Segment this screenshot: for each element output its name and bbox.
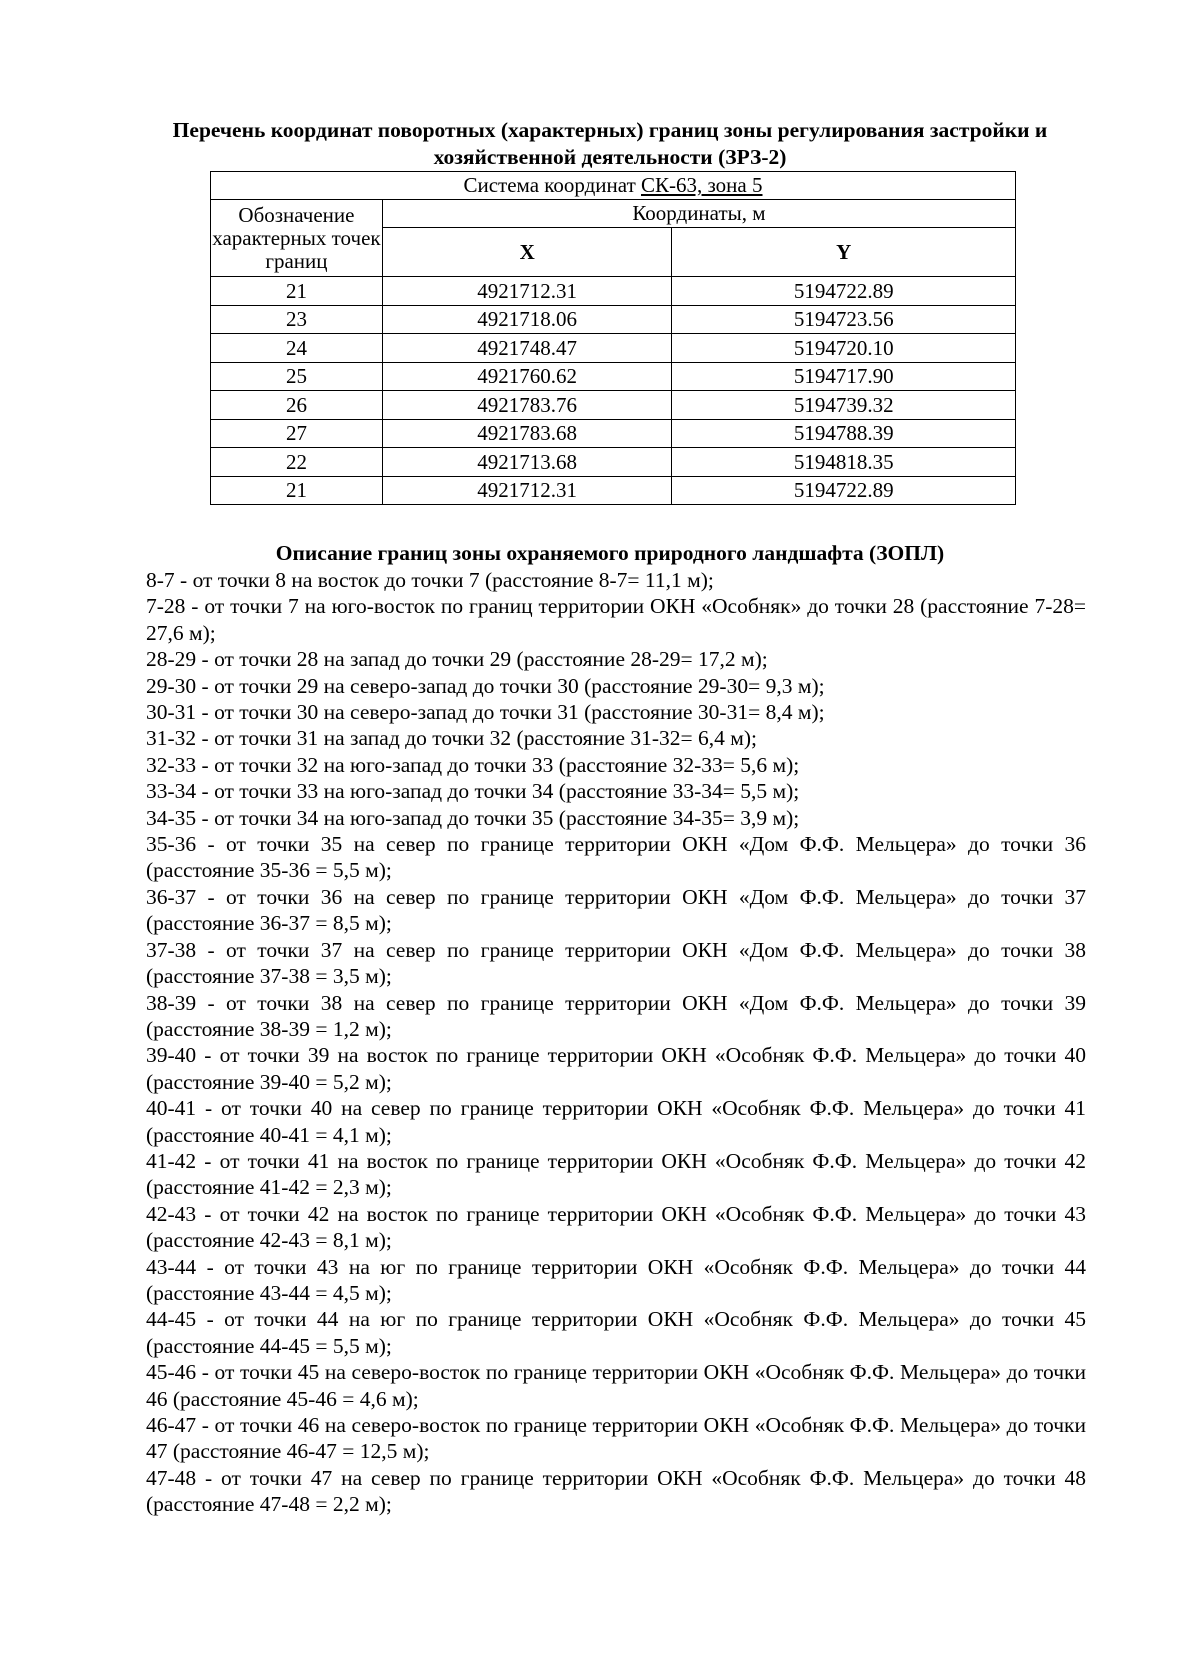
list-item: 43-44 - от точки 43 на юг по границе территории ОКН «Особняк Ф.Ф. Мельцера» до точки 44 (расстояние 43-44 = 4,5 м); bbox=[146, 1254, 1086, 1305]
cell-y: 5194717.90 bbox=[672, 362, 1016, 391]
table-row bbox=[211, 305, 1016, 334]
list-item: 28-29 - от точки 28 на запад до точки 29 (расстояние 28-29= 17,2 м); bbox=[146, 647, 768, 672]
list-item: 44-45 - от точки 44 на юг по границе территории ОКН «Особняк Ф.Ф. Мельцера» до точки 45 (расстояние 44-45 = 5,5 м); bbox=[146, 1307, 1086, 1358]
cell-x: 4921713.68 bbox=[382, 448, 672, 477]
cell-y: 5194788.39 bbox=[672, 419, 1016, 448]
list-item: 34-35 - от точки 34 на юго-запад до точки 35 (расстояние 34-35= 3,9 м); bbox=[146, 805, 800, 830]
list-item: 8-7 - от точки 8 на восток до точки 7 (расстояние 8-7= 11,1 м); bbox=[146, 568, 714, 592]
cell-point: 21 bbox=[211, 277, 383, 306]
list-item: 33-34 - от точки 33 на юго-запад до точки 34 (расстояние 33-34= 5,5 м); bbox=[146, 779, 800, 804]
list-item: 45-46 - от точки 45 на северо-восток по границе территории ОКН «Особняк Ф.Ф. Мельцера» до точки 46 (расстояние 45-46 = 4,6 м); bbox=[146, 1360, 1086, 1411]
cell-y: 5194739.32 bbox=[672, 391, 1016, 420]
cell-x: 4921760.62 bbox=[382, 362, 672, 391]
list-item: 35-36 - от точки 35 на север по границе территории ОКН «Дом Ф.Ф. Мельцера» до точки 36 (расстояние 35-36 = 5,5 м); bbox=[146, 832, 1086, 883]
cell-y: 5194720.10 bbox=[672, 334, 1016, 363]
list-item: 32-33 - от точки 32 на юго-запад до точки 33 (расстояние 32-33= 5,6 м); bbox=[146, 752, 800, 777]
cell-point: 21 bbox=[211, 476, 383, 505]
cell-point: 23 bbox=[211, 305, 383, 334]
list-item: 30-31 - от точки 30 на северо-запад до точки 31 (расстояние 30-31= 8,4 м); bbox=[146, 700, 825, 725]
table-row bbox=[211, 391, 1016, 420]
cell-point: 22 bbox=[211, 448, 383, 477]
cell-y: 5194723.56 bbox=[672, 305, 1016, 334]
list-item: 40-41 - от точки 40 на север по границе территории ОКН «Особняк Ф.Ф. Мельцера» до точки 41 (расстояние 40-41 = 4,1 м); bbox=[146, 1096, 1086, 1147]
list-item: 29-30 - от точки 29 на северо-запад до точки 30 (расстояние 29-30= 9,3 м); bbox=[146, 673, 825, 698]
list-item: 47-48 - от точки 47 на север по границе территории ОКН «Особняк Ф.Ф. Мельцера» до точки 48 (расстояние 47-48 = 2,2 м); bbox=[146, 1465, 1086, 1517]
cell-y: 5194818.35 bbox=[672, 448, 1016, 477]
coordinate-system-name: СК-63, зона 5 bbox=[641, 173, 763, 197]
list-item: 46-47 - от точки 46 на северо-восток по границе территории ОКН «Особняк Ф.Ф. Мельцера» до точки 47 (расстояние 46-47 = 12,5 м); bbox=[146, 1413, 1086, 1464]
table-row bbox=[211, 419, 1016, 448]
cell-y: 5194722.89 bbox=[672, 476, 1016, 505]
list-item: 42-43 - от точки 42 на восток по границе территории ОКН «Особняк Ф.Ф. Мельцера» до точки 43 (расстояние 42-43 = 8,1 м); bbox=[146, 1201, 1086, 1253]
cell-point: 24 bbox=[211, 334, 383, 363]
table-row bbox=[211, 476, 1016, 505]
list-item: 39-40 - от точки 39 на восток по границе территории ОКН «Особняк Ф.Ф. Мельцера» до точки 40 (расстояние 39-40 = 5,2 м); bbox=[146, 1043, 1086, 1094]
list-item: 41-42 - от точки 41 на восток по границе территории ОКН «Особняк Ф.Ф. Мельцера» до точки 42 (расстояние 41-42 = 2,3 м); bbox=[146, 1148, 1086, 1200]
coordinates-column-header: Координаты, м bbox=[382, 200, 1015, 228]
coordinate-system-prefix: Система координат bbox=[463, 173, 641, 197]
cell-x: 4921712.31 bbox=[382, 476, 672, 505]
coordinate-system-cell bbox=[211, 172, 1016, 200]
cell-point: 26 bbox=[211, 391, 383, 420]
coordinate-system-row bbox=[211, 172, 1016, 200]
points-column-header: Обозначение характерных точек границ bbox=[211, 200, 383, 277]
cell-y: 5194722.89 bbox=[672, 277, 1016, 306]
cell-x: 4921712.31 bbox=[382, 277, 672, 306]
cell-point: 25 bbox=[211, 362, 383, 391]
coordinate-rows bbox=[211, 277, 1016, 505]
boundary-description-list bbox=[146, 567, 1086, 1518]
description-title: Описание границ зоны охраняемого природного ландшафта (ЗОПЛ) bbox=[275, 541, 945, 565]
list-item: 37-38 - от точки 37 на север по границе территории ОКН «Дом Ф.Ф. Мельцера» до точки 38 (расстояние 37-38 = 3,5 м); bbox=[146, 937, 1086, 989]
list-item: 36-37 - от точки 36 на север по границе территории ОКН «Дом Ф.Ф. Мельцера» до точки 37 (расстояние 36-37 = 8,5 м); bbox=[146, 884, 1086, 936]
coordinates-table bbox=[210, 171, 1016, 505]
table-row bbox=[211, 362, 1016, 391]
table-row bbox=[211, 334, 1016, 363]
cell-x: 4921783.76 bbox=[382, 391, 672, 420]
list-item: 38-39 - от точки 38 на север по границе территории ОКН «Дом Ф.Ф. Мельцера» до точки 39 (расстояние 38-39 = 1,2 м); bbox=[146, 990, 1086, 1041]
y-column-header: Y bbox=[672, 228, 1016, 277]
table-row bbox=[211, 448, 1016, 477]
cell-x: 4921748.47 bbox=[382, 334, 672, 363]
table-row bbox=[211, 277, 1016, 306]
header-row bbox=[211, 200, 1016, 228]
x-column-header: X bbox=[382, 228, 672, 277]
cell-point: 27 bbox=[211, 419, 383, 448]
cell-x: 4921718.06 bbox=[382, 305, 672, 334]
coordinates-table-title: Перечень координат поворотных (характерных) границ зоны регулирования застройки и хозяйственной деятельности (ЗРЗ-2) bbox=[172, 118, 1048, 169]
list-item: 7-28 - от точки 7 на юго-восток по границ территории ОКН «Особняк» до точки 28 (расстояние 7-28= 27,6 м); bbox=[146, 594, 1086, 645]
list-item: 31-32 - от точки 31 на запад до точки 32 (расстояние 31-32= 6,4 м); bbox=[146, 726, 758, 751]
cell-x: 4921783.68 bbox=[382, 419, 672, 448]
